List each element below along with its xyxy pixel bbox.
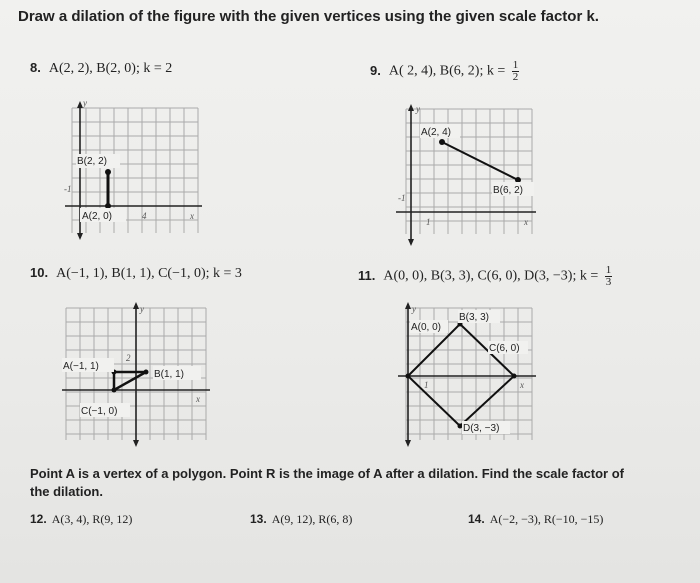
graph-problem-10 [58,300,218,450]
problem-9 [370,60,519,83]
problem-number: 12. [30,512,47,526]
problem-13 [250,512,352,527]
problem-number: 10. [30,265,49,280]
problem-text: A(−2, −3), R(−10, −15) [489,512,604,526]
x-axis-label: x [196,394,200,404]
tick-2: 2 [126,353,131,363]
problem-12 [30,512,132,527]
problem-text: A(−1, 1), B(1, 1), C(−1, 0); k = 3 [56,266,242,281]
instructions-heading: Draw a dilation of the figure with the given vertices using the given scale factor k. [18,8,599,25]
label-a: A(−1, 1) [63,361,99,372]
problem-number: 11. [358,267,376,283]
problem-number: 8. [30,60,41,75]
problem-text: A(2, 2), B(2, 0); k = 2 [48,61,173,76]
problem-text: A( 2, 4), B(6, 2); k = [388,63,506,79]
problem-text: A(9, 12), R(6, 8) [271,512,353,526]
tick-1: 1 [426,217,431,227]
problem-8 [30,60,172,77]
problem-number: 14. [468,512,485,526]
x-axis-label: x [520,380,524,390]
label-b: B(6, 2) [493,185,524,196]
x-axis-label: x [190,211,194,221]
label-a: A(2, 0) [82,211,113,222]
label-b: B(2, 2) [77,156,108,167]
graph-problem-8 [62,98,212,243]
segment-cb [114,372,146,390]
scale-fraction: $\frac{1}{3}$ [605,264,612,288]
y-axis-label: y [83,98,87,108]
segment-ab [442,142,518,180]
x-axis-label: x [524,217,528,227]
y-axis-label: y [412,304,416,314]
quadrilateral-abcd [408,324,514,426]
problem-text: A(0, 0), B(3, 3), C(6, 0), D(3, −3); k = [383,268,599,284]
label-a: A(2, 4) [421,127,452,138]
label-c: C(6, 0) [489,343,520,354]
label-a: A(0, 0) [411,322,442,333]
graph-problem-11 [396,300,546,450]
label-b: B(3, 3) [459,312,490,323]
label-c: C(−1, 0) [81,406,118,417]
point-b [105,169,111,175]
dilation-note: Point A is a vertex of a polygon. Point R is the image of A after a dilation. Find the scale factor of the dilation. [30,466,624,499]
graph-problem-9 [396,104,546,249]
point-a [406,374,411,379]
tick-1: 1 [424,380,429,390]
problem-text: A(3, 4), R(9, 12) [51,512,133,526]
point-c [512,374,517,379]
problem-10 [30,265,242,282]
problem-number: 9. [370,62,381,78]
problem-number: 13. [250,512,267,526]
point-d [458,424,463,429]
problem-14 [468,512,603,527]
problem-11 [358,265,612,288]
y-axis-label: y [140,304,144,314]
y-axis-label: y [416,104,420,114]
tick-4: 4 [142,211,147,221]
point-b [144,370,149,375]
scale-fraction: $\frac{1}{2}$ [512,59,519,83]
point-c [112,388,117,393]
label-b: B(1, 1) [154,369,185,380]
label-d: D(3, −3) [463,423,500,434]
tick-neg1: -1 [64,184,72,194]
point-a [439,139,445,145]
tick-neg1: -1 [398,193,406,203]
